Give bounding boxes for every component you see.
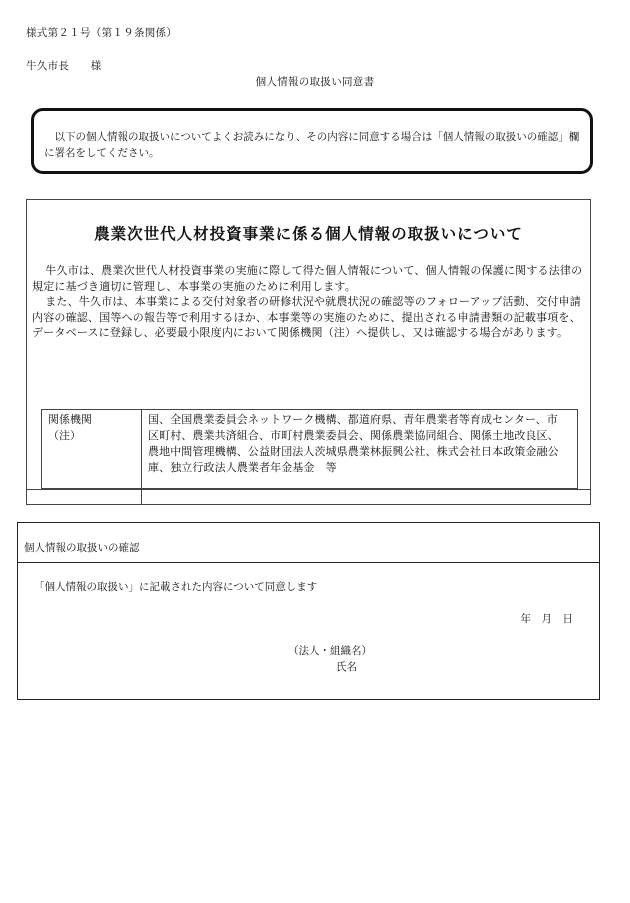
related-organizations-label	[48, 412, 138, 444]
consent-notice-text: 以下の個人情報の取扱いについてよくお読みになり、その内容に同意する場合は「個人情報の取扱いの確認」欄に署名をしてください。	[44, 131, 580, 159]
addressee: 牛久市長 様	[26, 60, 102, 72]
related-organizations-list: 国、全国農業委員会ネットワーク機構、都道府県、青年農業者等育成センター、市区町村、農業共済組合、市町村農業委員会、関係農業協同組合、関係土地改良区、農地中間管理機構、公益財団法人茨城県農業林振興公社、株式会社日本政策金融公庫、独立行政法人農業者年金基金 等	[148, 413, 559, 474]
organization-name-field[interactable]: （法人・組織名）	[288, 645, 372, 657]
personal-info-section	[26, 199, 591, 505]
confirmation-divider	[18, 562, 599, 563]
label-line-1: 関係機関	[48, 413, 92, 426]
section-heading: 農業次世代人材投資事業に係る個人情報の取扱いについて	[94, 225, 523, 243]
agreement-statement: 「個人情報の取扱い」に記載された内容について同意します	[34, 581, 318, 593]
related-organizations-table	[41, 409, 578, 489]
signature-name-field[interactable]: 氏名	[336, 661, 357, 673]
section-divider	[27, 489, 590, 490]
confirmation-header: 個人情報の取扱いの確認	[24, 542, 140, 554]
usage-paragraph-1: 牛久市は、農業次世代人材投資事業の実施に際して得た個人情報について、個人情報の保護に関する法律の規定に基づき適切に管理し、本事業の実施のために利用します。	[32, 264, 583, 293]
confirmation-box	[17, 522, 600, 700]
form-number: 様式第２１号（第１９条関係）	[26, 27, 178, 39]
usage-paragraph-2: また、牛久市は、本事業による交付対象者の研修状況や就農状況の確認等のフォローアップ活動、交付申請内容の確認、国等への報告等で利用するほか、本事業等の実施のために、提出される申請書類の記載事項を、データベースに登録し、必要最小限度内において関係機関（注）へ提供し、又は確認する場合があります。	[32, 295, 581, 339]
label-line-2: （注）	[48, 429, 81, 442]
document-title: 個人情報の取扱い同意書	[255, 76, 375, 88]
date-field[interactable]: 年 月 日	[520, 613, 573, 625]
consent-notice-box	[31, 108, 593, 174]
